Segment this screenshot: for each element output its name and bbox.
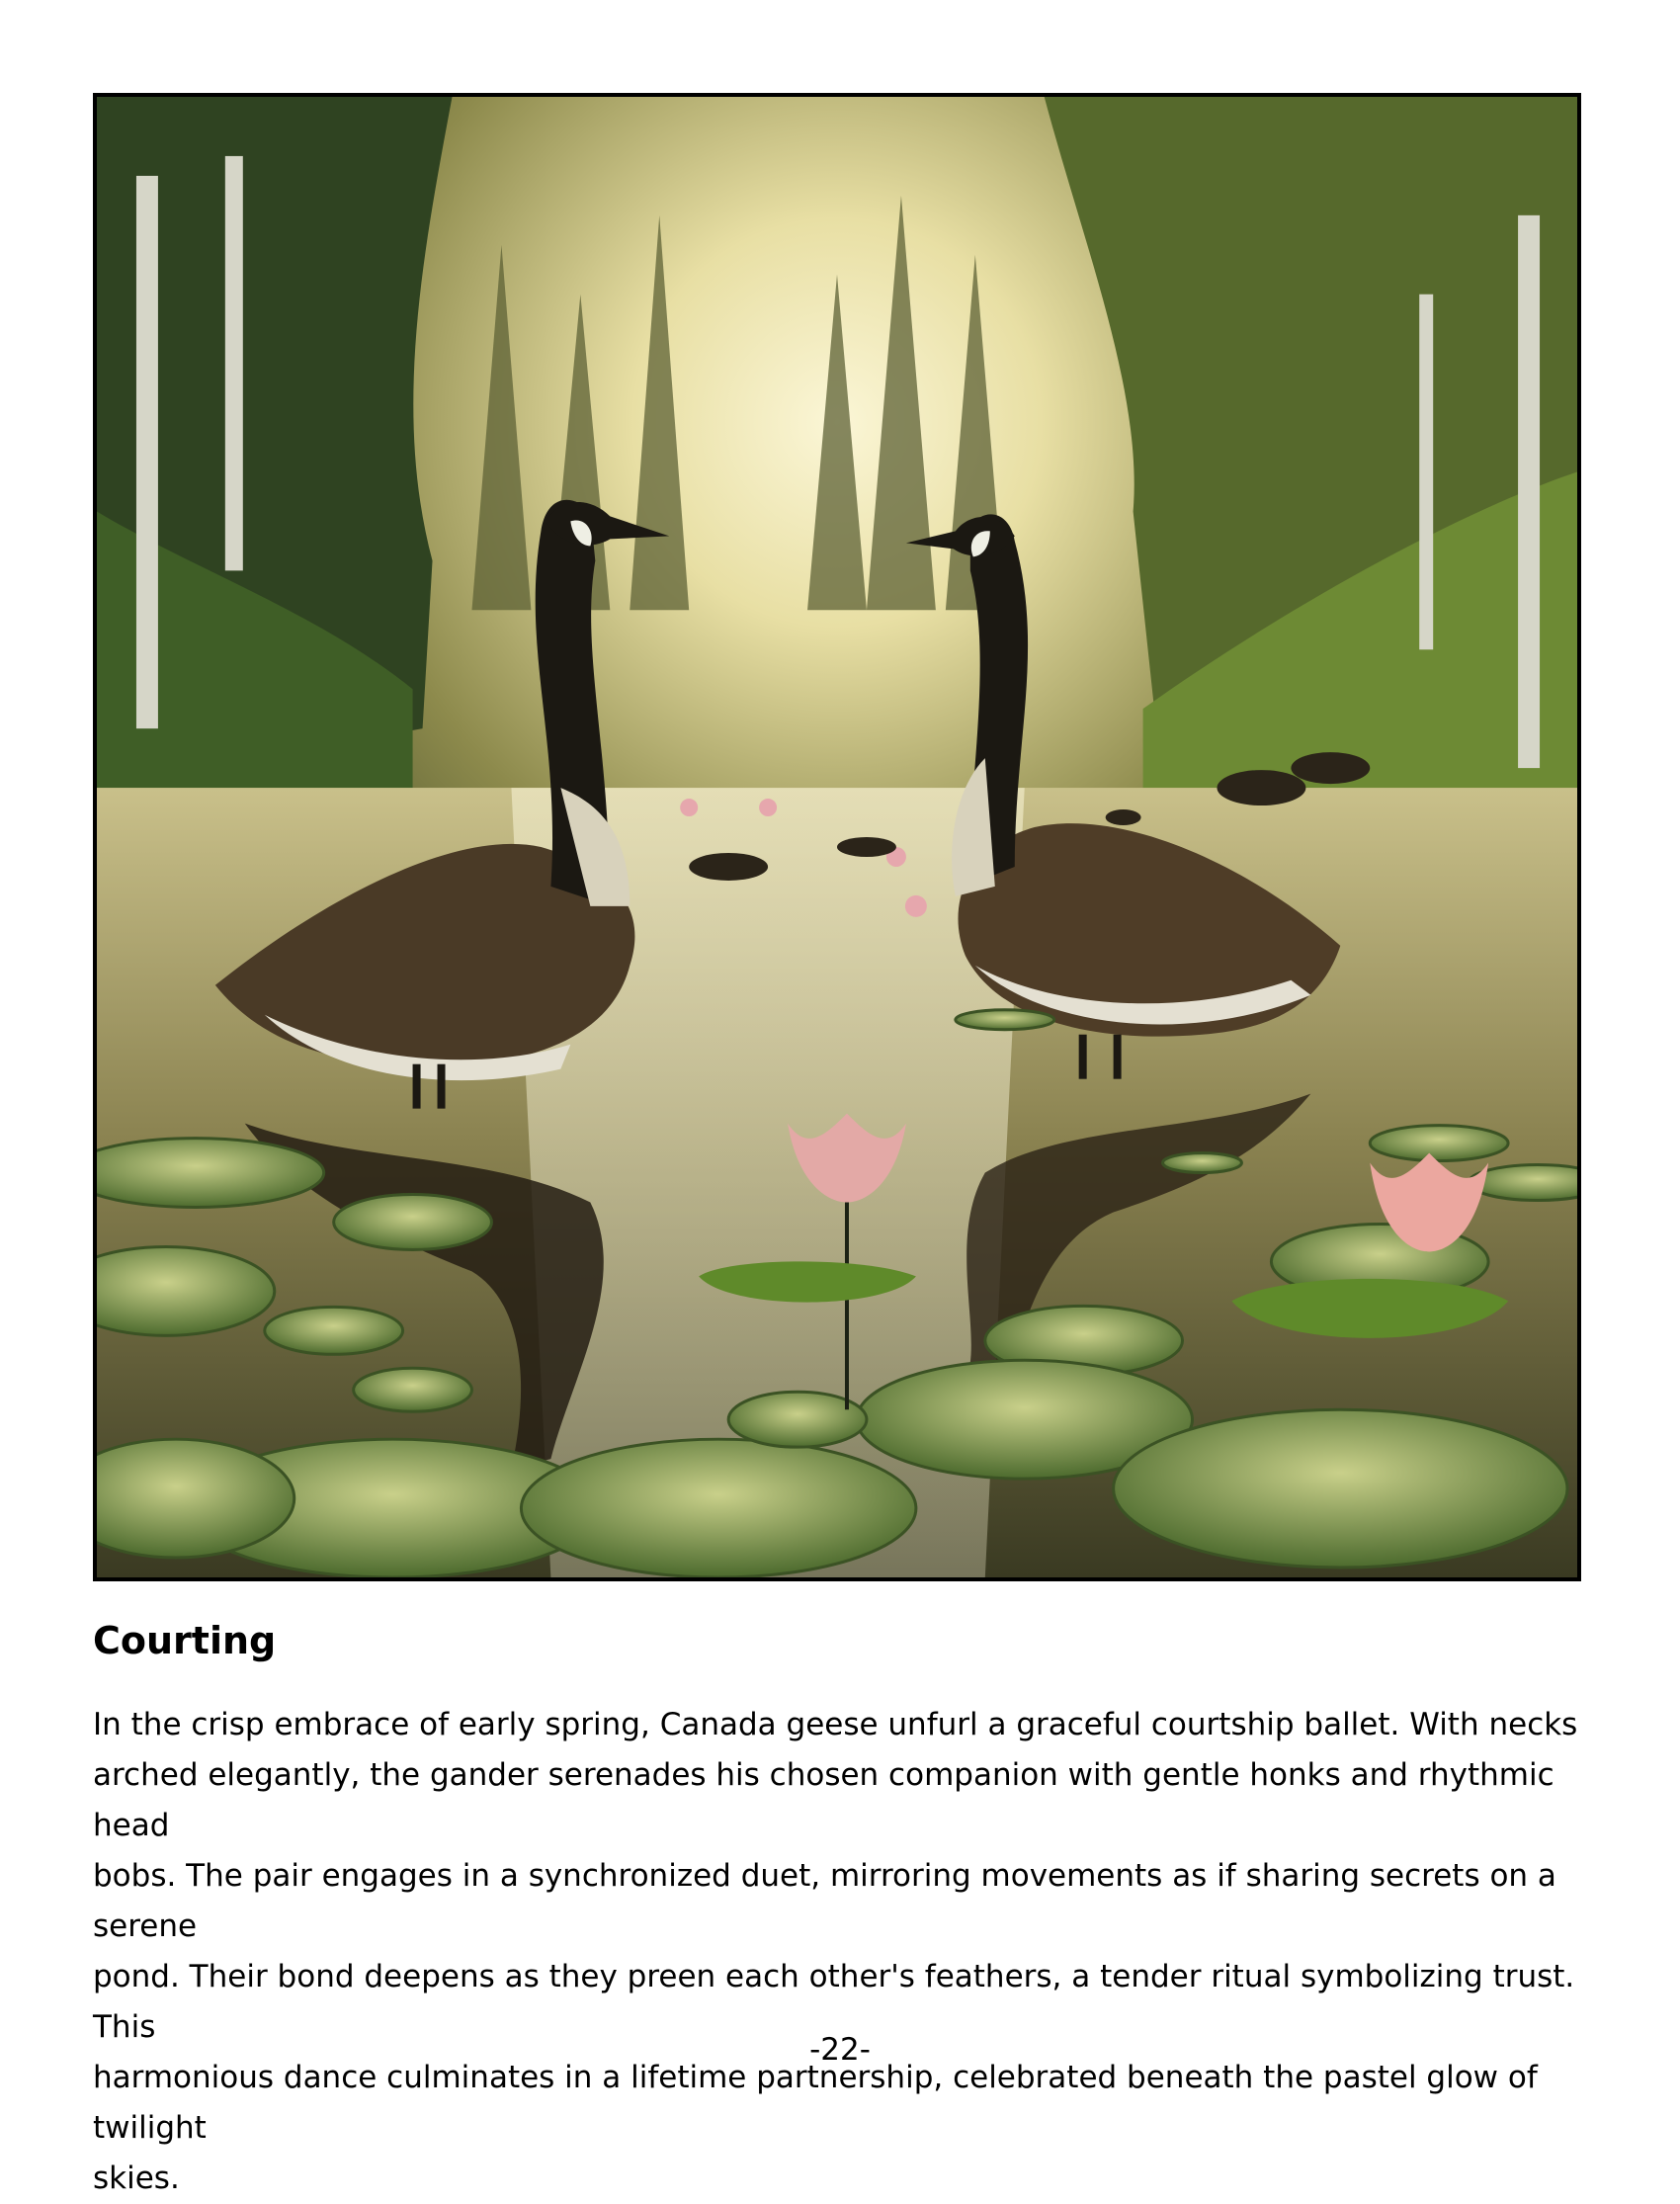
section-paragraph: In the crisp embrace of early spring, Canada geese unfurl a graceful courtship ballet. With necks arched elegantly, the gander serenades his chosen companion with gentle honks and rhythmic head bobs. The pair engages in a synchronized duet, mirroring movements as if sharing secrets on a serene pond. Their bond deepens as they preen each other's feathers, a tender ritual symbolizing trust. This harmonious dance culminates in a lifetime partnership, celebrated beneath the pastel glow of twilight skies. bbox=[93, 1707, 1578, 2196]
section-heading: Courting bbox=[93, 1619, 277, 1662]
pond-geese-illustration bbox=[93, 93, 1581, 1581]
geese-pond-image bbox=[97, 97, 1577, 1577]
page-number: -22- bbox=[809, 2032, 871, 2068]
